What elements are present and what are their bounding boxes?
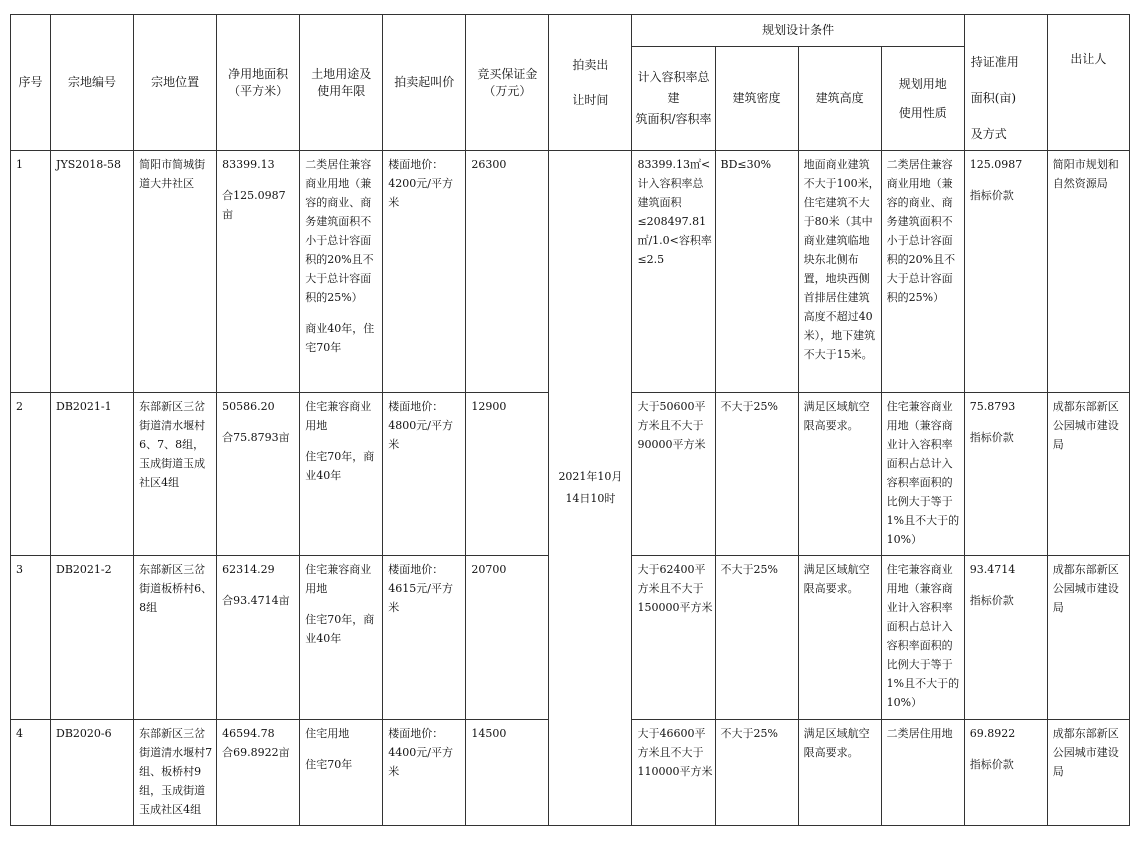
header-far-line1: 计入容积率总建 [637,70,710,105]
cell-quota [964,151,1047,393]
cell-use [300,151,383,393]
header-nature [881,47,964,151]
header-row-top [11,15,1130,47]
cell-far: 83399.13㎡<计入容积率总建筑面积≤208497.81㎡/1.0<容积率≤2.5 [632,151,715,393]
cell-area-mu: 合93.4714亩 [222,594,290,607]
cell-area-sqm: 50586.20 [222,400,275,413]
cell-location: 东部新区三岔街道清水堰村7组、板桥村9组，玉成街道玉成社区4组 [134,720,217,826]
cell-start-price: 楼面地价：4400元/平方米 [383,720,466,826]
header-seller: 出让人 [1047,47,1129,151]
cell-quota-area: 75.8793 [969,400,1016,413]
cell-height: 满足区域航空限高要求。 [798,720,881,826]
cell-location: 东部新区三岔街道清水堰村6、7、8组，玉成街道玉成社区4组 [134,393,217,556]
cell-area-mu: 合125.0987亩 [222,189,286,221]
header-seller-top [1047,15,1129,47]
cell-density: 不大于25% [715,556,798,720]
cell-area [217,556,300,720]
cell-nature: 住宅兼容商业用地（兼容商业计入容积率面积占总计入容积率面积的比例大于等于1%且不大于的10%） [881,556,964,720]
cell-use [300,720,383,826]
header-auction-time-line1: 拍卖出 [572,57,609,72]
cell-nature: 二类居住兼容商业用地（兼容的商业、商务建筑面积不小于总计容面积的20%且不大于总计容面积的25%） [881,151,964,393]
header-code: 宗地编号 [51,15,134,151]
cell-use [300,556,383,720]
cell-use-term: 商业40年，住宅70年 [305,322,375,354]
cell-seq: 4 [11,720,51,826]
cell-quota-method: 指标价款 [969,189,1014,202]
cell-deposit: 26300 [466,151,549,393]
cell-start-price: 楼面地价：4200元/平方米 [383,151,466,393]
header-seq: 序号 [11,15,51,151]
cell-area-sqm: 46594.78 [222,727,275,740]
cell-nature: 二类居住用地 [881,720,964,826]
header-quota-line2: 面积(亩) [970,91,1017,106]
cell-quota [964,393,1047,556]
cell-quota-area: 125.0987 [969,158,1023,171]
header-height: 建筑高度 [798,47,881,151]
header-start-price: 拍卖起叫价 [383,15,466,151]
cell-height: 地面商业建筑不大于100米，住宅建筑不大于80米（其中商业建筑临地块东北侧布置，地块西侧首排居住建筑高度不超过40米），地下建筑不大于15米。 [798,151,881,393]
cell-far: 大于46600平方米且不大于110000平方米 [632,720,715,826]
cell-use-type: 二类居住兼容商业用地（兼容的商业、商务建筑面积不小于总计容面积的20%且不大于总计容面积的25%） [305,158,374,304]
cell-area [217,151,300,393]
header-nature-line2: 使用性质 [898,105,947,120]
header-quota-line3: 及方式 [970,127,1007,142]
cell-code: DB2020-6 [51,720,134,826]
header-quota-top [964,15,1047,47]
cell-area-mu: 合69.8922亩 [222,746,290,759]
header-deposit: 竞买保证金（万元） [466,15,549,151]
cell-seller: 简阳市规划和自然资源局 [1047,151,1129,393]
cell-use-term: 住宅70年，商业40年 [305,613,375,645]
cell-seq: 3 [11,556,51,720]
cell-start-price: 楼面地价：4615元/平方米 [383,556,466,720]
cell-quota [964,720,1047,826]
cell-deposit: 20700 [466,556,549,720]
cell-seller: 成都东部新区公园城市建设局 [1047,393,1129,556]
header-nature-line1: 规划用地 [898,76,947,91]
header-auction-time-line2: 让时间 [572,92,609,107]
cell-use [300,393,383,556]
cell-area-sqm: 83399.13 [222,158,275,171]
cell-area [217,393,300,556]
cell-quota-area: 93.4714 [969,563,1016,576]
cell-quota-method: 指标价款 [969,758,1014,771]
header-far-line2: 筑面积/容积率 [635,112,712,126]
cell-use-term: 住宅70年 [305,758,353,771]
cell-quota-method: 指标价款 [969,594,1014,607]
cell-density: BD≤30% [715,151,798,393]
cell-code: JYS2018-58 [51,151,134,393]
cell-code: DB2021-2 [51,556,134,720]
cell-area [217,720,300,826]
cell-use-term: 住宅70年，商业40年 [305,450,375,482]
cell-seller: 成都东部新区公园城市建设局 [1047,720,1129,826]
header-planning: 规划设计条件 [632,15,964,47]
cell-seq: 1 [11,151,51,393]
cell-density: 不大于25% [715,393,798,556]
cell-deposit: 12900 [466,393,549,556]
header-use: 土地用途及使用年限 [300,15,383,151]
cell-density: 不大于25% [715,720,798,826]
cell-height: 满足区域航空限高要求。 [798,393,881,556]
cell-height: 满足区域航空限高要求。 [798,556,881,720]
table-row [11,151,1130,393]
header-quota [964,47,1047,151]
cell-use-type: 住宅用地 [305,727,350,740]
header-area: 净用地面积（平方米） [217,15,300,151]
cell-use-type: 住宅兼容商业用地 [305,400,372,432]
header-auction-time [549,15,632,151]
cell-deposit: 14500 [466,720,549,826]
cell-use-type: 住宅兼容商业用地 [305,563,372,595]
cell-quota-method: 指标价款 [969,431,1014,444]
cell-far: 大于50600平方米且不大于90000平方米 [632,393,715,556]
cell-quota-area: 69.8922 [969,727,1016,740]
cell-auction-time: 2021年10月14日10时 [549,151,632,826]
header-location: 宗地位置 [134,15,217,151]
land-auction-table [10,14,1130,826]
cell-area-sqm: 62314.29 [222,563,275,576]
cell-far: 大于62400平方米且不大于150000平方米 [632,556,715,720]
header-quota-line1: 持证准用 [970,55,1019,70]
cell-seq: 2 [11,393,51,556]
header-far [632,47,715,151]
cell-code: DB2021-1 [51,393,134,556]
cell-location: 简阳市简城街道大井社区 [134,151,217,393]
cell-nature: 住宅兼容商业用地（兼容商业计入容积率面积占总计入容积率面积的比例大于等于1%且不大于的10%） [881,393,964,556]
header-density: 建筑密度 [715,47,798,151]
cell-quota [964,556,1047,720]
cell-area-mu: 合75.8793亩 [222,431,290,444]
cell-seller: 成都东部新区公园城市建设局 [1047,556,1129,720]
cell-location: 东部新区三岔街道板桥村6、8组 [134,556,217,720]
cell-start-price: 楼面地价：4800元/平方米 [383,393,466,556]
